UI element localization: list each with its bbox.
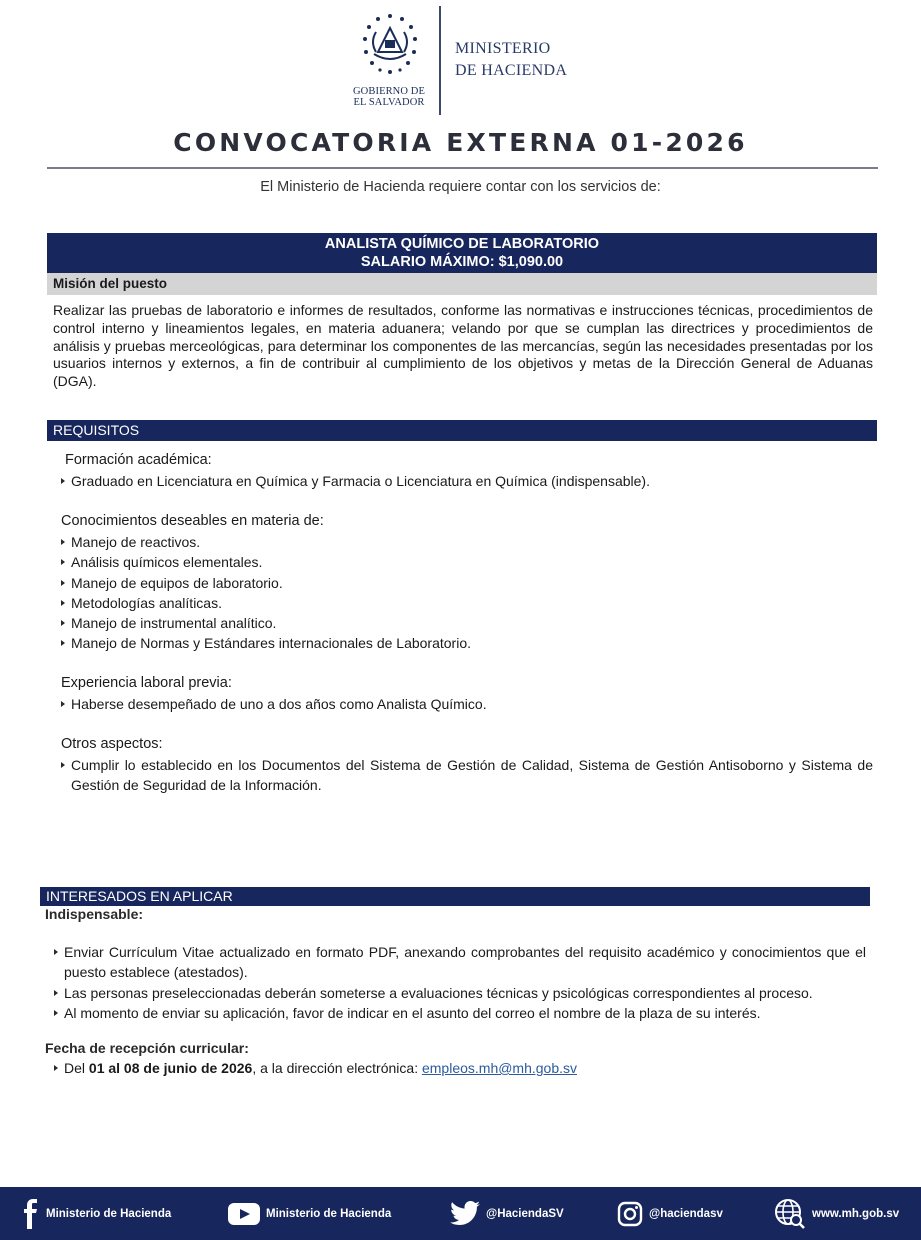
list-item: Al momento de enviar su aplicación, favor de indicar en el asunto del correo el nombre de la plaza de su interés. <box>54 1003 866 1023</box>
aplicar-header: INTERESADOS EN APLICAR <box>40 887 870 906</box>
ministry-line1: MINISTERIO <box>455 40 551 57</box>
email-link[interactable]: empleos.mh@mh.gob.sv <box>421 1060 578 1076</box>
footer-instagram-label: @haciendasv <box>649 1207 723 1220</box>
footer-web[interactable] <box>774 1187 899 1240</box>
footer-facebook-label: Ministerio de Hacienda <box>46 1207 172 1220</box>
experiencia-title: Experiencia laboral previa: <box>61 675 232 691</box>
mission-text: Realizar las pruebas de laboratorio e informes de resultados, conforme las normativas e instrucciones técnicas, procedimientos de control interno y lineamientos legales, en materia aduanera; velando por que se cumplan las directrices y procedimientos de análisis y pruebas merceológicas, para determinar los componentes de las mercancías, según las necesidades presentadas por los usuarios internos y externos, a fin de contribuir al cumplimiento de los objetivos y metas de la Dirección General de Aduanas (DGA). <box>53 302 873 390</box>
fecha-prefix: Del <box>64 1060 89 1076</box>
instagram-icon <box>617 1201 643 1227</box>
list-item: Cumplir lo establecido en los Documentos del Sistema de Gestión de Calidad, Sistema de Gestión Antisoborno y Sistema de Gestión de Seguridad de la Información. <box>61 755 873 796</box>
title-rule <box>47 167 878 169</box>
footer-bar <box>0 1187 921 1240</box>
otros-title: Otros aspectos: <box>61 736 163 752</box>
list-item: Las personas preseleccionadas deberán someterse a evaluaciones técnicas y psicológicas correspondientes al proceso. <box>54 983 866 1003</box>
experiencia-list <box>61 694 873 714</box>
twitter-icon <box>450 1201 480 1227</box>
globe-icon <box>774 1198 806 1230</box>
list-item: Manejo de Normas y Estándares internacionales de Laboratorio. <box>61 633 873 653</box>
requisitos-header: REQUISITOS <box>47 420 877 441</box>
list-item: Manejo de instrumental analítico. <box>61 613 873 633</box>
list-item: Manejo de reactivos. <box>61 532 873 552</box>
footer-facebook[interactable] <box>20 1187 171 1240</box>
conocimientos-title: Conocimientos deseables en materia de: <box>61 513 324 529</box>
conocimientos-list <box>61 532 873 654</box>
position-name: ANALISTA QUÍMICO DE LABORATORIO <box>324 236 600 252</box>
list-item: Análisis químicos elementales. <box>61 552 873 572</box>
footer-web-label: www.mh.gob.sv <box>812 1207 900 1220</box>
page-title: CONVOCATORIA EXTERNA 01-2026 <box>173 128 748 157</box>
position-salary: SALARIO MÁXIMO: $1,090.00 <box>360 254 564 270</box>
position-header <box>47 233 877 273</box>
footer-twitter-label: @HaciendaSV <box>486 1207 564 1220</box>
list-item <box>54 1058 866 1078</box>
youtube-icon <box>228 1203 260 1225</box>
list-item: Graduado en Licenciatura en Química y Farmacia o Licenciatura en Química (indispensable). <box>61 471 873 491</box>
formacion-title: Formación académica: <box>65 452 212 468</box>
facebook-icon <box>20 1199 40 1229</box>
intro-text: El Ministerio de Hacienda requiere contar con los servicios de: <box>260 179 661 195</box>
gov-line1: GOBIERNO DE <box>353 86 425 97</box>
fecha-title: Fecha de recepción curricular: <box>45 1040 249 1056</box>
indispensable-title: Indispensable: <box>45 906 144 922</box>
formacion-list <box>61 471 873 491</box>
fecha-middle: , a la dirección electrónica: <box>252 1060 422 1076</box>
gov-line2: EL SALVADOR <box>353 97 425 108</box>
footer-youtube-label: Ministerio de Hacienda <box>266 1207 392 1220</box>
fecha-list <box>54 1058 866 1078</box>
header-divider <box>439 6 441 115</box>
list-item: Metodologías analíticas. <box>61 593 873 613</box>
list-item: Enviar Currículum Vitae actualizado en formato PDF, anexando comprobantes del requisito académico y conocimientos que el puesto establece (atestados). <box>54 942 866 983</box>
ministry-line2: DE HACIENDA <box>455 62 568 79</box>
fecha-dates: 01 al 08 de junio de 2026 <box>88 1060 253 1076</box>
list-item: Haberse desempeñado de uno a dos años como Analista Químico. <box>61 694 873 714</box>
footer-instagram[interactable] <box>617 1187 723 1240</box>
coat-of-arms-icon <box>352 10 428 82</box>
list-item: Manejo de equipos de laboratorio. <box>61 573 873 593</box>
footer-youtube[interactable] <box>228 1187 391 1240</box>
aplicar-list <box>54 942 866 1023</box>
footer-twitter[interactable] <box>450 1187 564 1240</box>
mission-label: Misión del puesto <box>47 273 877 295</box>
otros-list <box>61 755 873 796</box>
